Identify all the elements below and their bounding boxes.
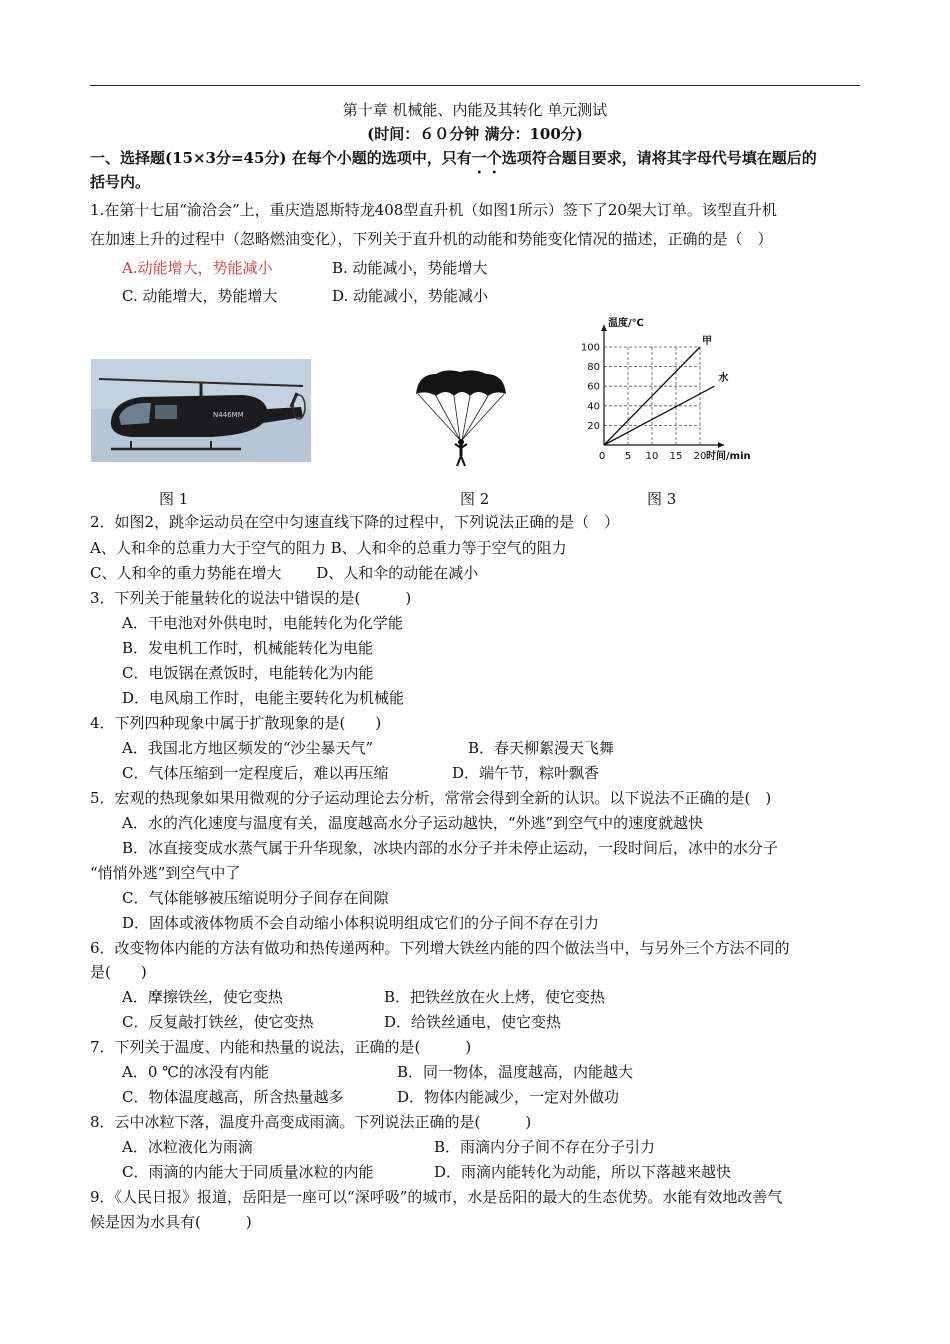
q4-option-a: A．我国北方地区频发的“沙尘暴天气” (122, 739, 374, 757)
y-tick-label: 80 (587, 362, 600, 374)
x-tick-label: 0 (598, 451, 606, 462)
q4-option-d: D．端午节，粽叶飘香 (452, 764, 600, 782)
q3-stem: 3．下列关于能量转化的说法中错误的是( ) (90, 589, 412, 607)
q1-option-c: C. 动能增大，势能增大 (122, 287, 278, 305)
page-subtitle: (时间：６０分钟 满分：100分) (367, 125, 583, 143)
y-axis-arrow (601, 325, 607, 331)
figure-2-label: 图 2 (460, 490, 490, 508)
q6-option-a: A．摩擦铁丝，使它变热 (122, 988, 283, 1006)
q1-options-row1 (122, 258, 488, 278)
q4-option-c: C．气体压缩到一定程度后，难以再压缩 (122, 764, 389, 782)
q6-options-row2 (122, 1012, 561, 1032)
figure-3-label: 图 3 (647, 490, 677, 508)
q6-option-c: C．反复敲打铁丝，使它变热 (122, 1013, 314, 1031)
q3-option-a: A．干电池对外供电时，电能转化为化学能 (122, 614, 403, 632)
q8-option-d: D．雨滴内能转化为动能，所以下落越来越快 (434, 1163, 732, 1181)
q5-option-d: D．固体或液体物质不会自动缩小体积说明组成它们的分子间不存在引力 (122, 914, 600, 932)
q1-option-d: D. 动能减小，势能减小 (332, 287, 489, 305)
q1-option-b: B. 动能减小，势能增大 (332, 259, 488, 277)
q5-option-b-line2: “悄悄外逃”到空气中了 (90, 864, 241, 882)
q8-stem: 8．云中冰粒下落，温度升高变成雨滴。下列说法正确的是( ) (90, 1113, 532, 1131)
y-tick-label: 100 (580, 342, 600, 354)
y-tick-label: 40 (587, 401, 600, 413)
section-heading (90, 148, 817, 177)
figure-2-parachutist (412, 368, 510, 468)
q4-option-b: B．春天柳絮漫天飞舞 (468, 739, 615, 757)
section-heading-cont: 括号内。 (90, 173, 151, 191)
q1-stem-1: 1.在第十七届“渝洽会”上，重庆造恩斯特龙408型直升机（如图1所示）签下了20架大订单。该型直升机 (90, 201, 777, 219)
q8-options-row1 (122, 1137, 655, 1157)
section-heading-emphasis: 一个 (471, 149, 502, 167)
q3-option-d: D．电风扇工作时，电能主要转化为机械能 (122, 689, 405, 707)
q7-option-d: D．物体内能减少，一定对外做功 (397, 1088, 620, 1106)
figure-3-chart (572, 312, 772, 464)
q7-stem: 7．下列关于温度、内能和热量的说法，正确的是( ) (90, 1038, 472, 1056)
q6-option-d: D．给铁丝通电，使它变热 (384, 1013, 562, 1031)
q3-option-b: B．发电机工作时，机械能转化为电能 (122, 639, 374, 657)
x-axis-label: 时间/min (706, 451, 751, 462)
q6-stem-2: 是( ) (90, 963, 147, 981)
q7-option-a: A．0 ℃的冰没有内能 (122, 1063, 269, 1081)
q7-option-b: B．同一物体，温度越高，内能越大 (397, 1063, 634, 1081)
q6-stem-1: 6．改变物体内能的方法有做功和热传递两种。下列增大铁丝内能的四个做法当中，与另外三个方法不同的 (90, 939, 790, 957)
q2-stem: 2．如图2，跳伞运动员在空中匀速直线下降的过程中，下列说法正确的是（ ） (90, 513, 620, 531)
q6-options-row1 (122, 987, 605, 1007)
series-label-2: 水 (718, 373, 729, 385)
q1-stem-2: 在加速上升的过程中（忽略燃油变化），下列关于直升机的动能和势能变化情况的描述，正确的是（ ） (90, 230, 773, 248)
q7-options-row2 (122, 1087, 619, 1107)
q9-stem-2: 候是因为水具有( ) (90, 1213, 252, 1231)
series-line-1 (604, 347, 700, 445)
svg-text:N446MM: N446MM (213, 411, 244, 419)
q5-option-b-line1: B．冰直接变成水蒸气属于升华现象，冰块内部的水分子并未停止运动，一段时间后，冰中的水分子 (122, 839, 779, 857)
q7-options-row1 (122, 1062, 633, 1082)
q4-options-row2 (122, 763, 599, 783)
q8-option-c: C．雨滴的内能大于同质量冰粒的内能 (122, 1163, 374, 1181)
q5-stem: 5．宏观的热现象如果用微观的分子运动理论去分析，常常会得到全新的认识。以下说法不正确的是( ) (90, 789, 772, 807)
q2-options-cd: C、人和伞的重力势能在增大 D、人和伞的动能在减小 (90, 564, 479, 582)
q4-options-row1 (122, 738, 614, 758)
y-tick-label: 20 (587, 420, 600, 432)
q4-stem: 4．下列四种现象中属于扩散现象的是( ) (90, 714, 382, 732)
x-tick-label: 15 (669, 451, 683, 462)
series-label-1: 甲 (702, 336, 712, 347)
page-title: 第十章 机械能、内能及其转化 单元测试 (342, 101, 608, 119)
y-axis-label: 温度/℃ (608, 318, 644, 329)
x-tick-label: 20 (693, 451, 707, 462)
q1-option-a: A.动能增大，势能减小 (122, 259, 273, 277)
q8-option-a: A．冰粒液化为雨滴 (122, 1138, 253, 1156)
y-tick-label: 60 (587, 381, 600, 393)
section-heading-part-a: 一、选择题(15×3分=45分) 在每个小题的选项中，只有 (90, 149, 472, 167)
figure-1-label: 图 1 (159, 490, 189, 508)
x-tick-label: 10 (645, 451, 659, 462)
section-heading-part-b: 选项符合题目要求，请将其字母代号填在题后的 (501, 149, 817, 167)
x-tick-label: 5 (624, 451, 632, 462)
q8-options-row2 (122, 1162, 731, 1182)
q2-options-ab: A、人和伞的总重力大于空气的阻力 B、人和伞的总重力等于空气的阻力 (90, 539, 567, 557)
q5-option-a: A．水的汽化速度与温度有关，温度越高水分子运动越快，“外逃”到空气中的速度就越快 (122, 814, 704, 832)
q7-option-c: C．物体温度越高，所含热量越多 (122, 1088, 344, 1106)
q6-option-b: B．把铁丝放在火上烤，使它变热 (384, 988, 606, 1006)
top-rule (90, 85, 860, 86)
q3-option-c: C．电饭锅在煮饭时，电能转化为内能 (122, 664, 374, 682)
series-line-2 (604, 386, 714, 445)
q8-option-b: B．雨滴内分子间不存在分子引力 (434, 1138, 656, 1156)
q5-option-c: C．气体能够被压缩说明分子间存在间隙 (122, 889, 389, 907)
q1-options-row2 (122, 286, 488, 306)
x-axis-arrow (718, 442, 724, 448)
figure-1-helicopter (91, 359, 311, 462)
q9-stem-1: 9．《人民日报》报道，岳阳是一座可以“深呼吸”的城市，水是岳阳的最大的生态优势。水能有效地改善气 (90, 1188, 783, 1206)
